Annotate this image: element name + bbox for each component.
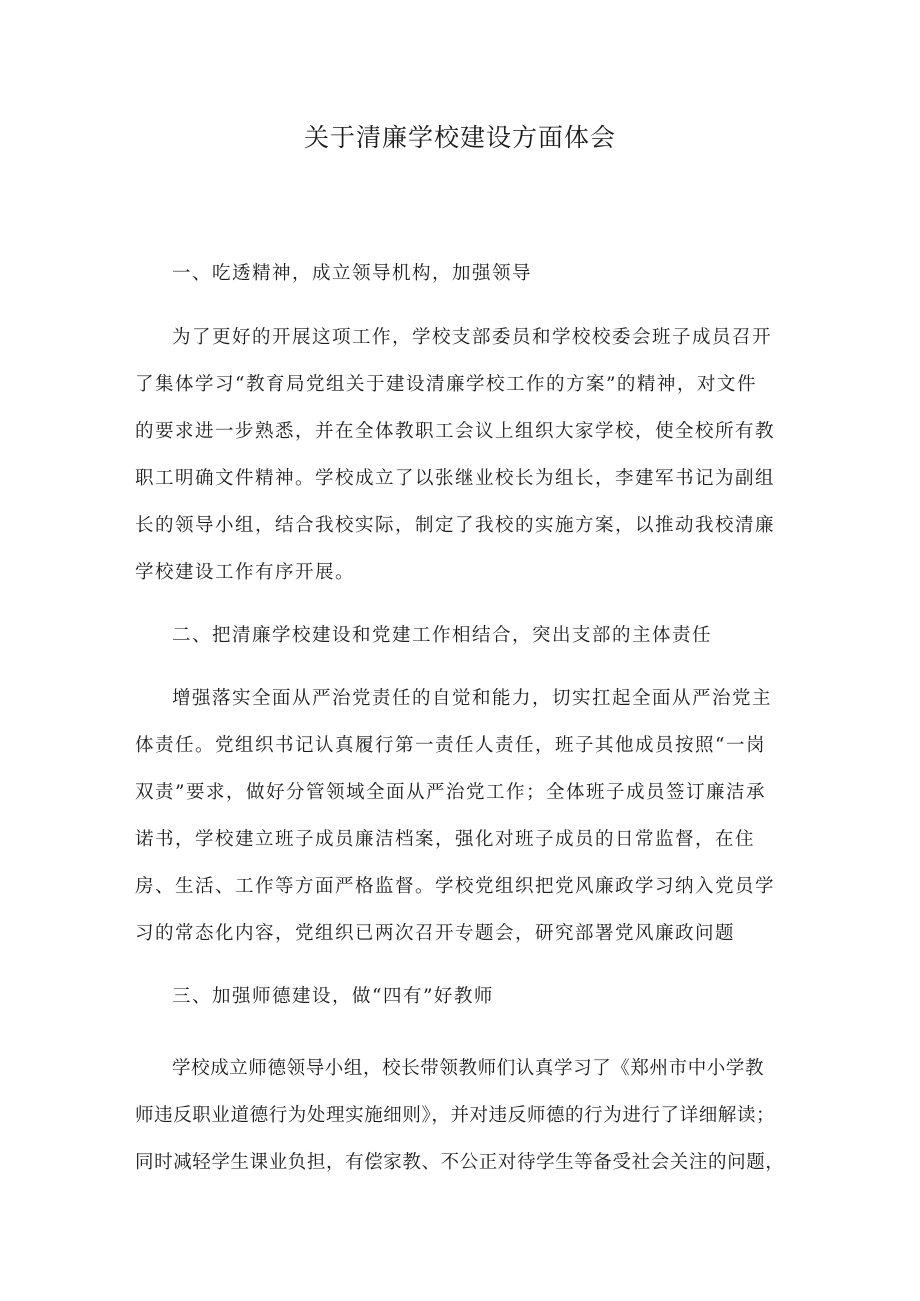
paragraph-3-line: 师违反职业道德行为处理实施细则》，并对违反师德的行为进行了详细解读； [135,1105,776,1126]
section-heading-3: 三、加强师德建设，做“四有”好教师 [172,986,494,1007]
paragraph-2-line: 双责”要求，做好分管领域全面从严治党工作；全体班子成员签订廉洁承 [135,782,766,803]
section-heading-2: 二、把清廉学校建设和党建工作相结合，突出支部的主体责任 [172,625,713,646]
section-heading-1: 一、吃透精神，成立领导机构，加强领导 [172,263,533,284]
paragraph-2-line: 诺书，学校建立班子成员廉洁档案，强化对班子成员的日常监督，在住 [135,829,756,850]
paragraph-3-line: 学校成立师德领导小组，校长带领教师们认真学习了《郑州市中小学教 [172,1058,765,1079]
paragraph-1-line: 学校建设工作有序开展。 [135,562,356,583]
paragraph-1-line: 为了更好的开展这项工作，学校支部委员和学校校委会班子成员召开 [172,327,773,348]
paragraph-1-line: 职工明确文件精神。学校成立了以张继业校长为组长，李建军书记为副组 [135,468,776,489]
paragraph-2-line: 房、生活、工作等方面严格监督。学校党组织把党风廉政学习纳入党员学 [135,876,776,897]
paragraph-2-line: 习的常态化内容，党组织已两次召开专题会，研究部署党风廉政问题 [135,923,736,944]
paragraph-2-line: 增强落实全面从严治党责任的自觉和能力，切实扛起全面从严治党主 [172,688,773,709]
paragraph-1-line: 长的领导小组，结合我校实际，制定了我校的实施方案，以推动我校清廉 [135,515,776,536]
paragraph-1-line: 的要求进一步熟悉，并在全体教职工会议上组织大家学校，使全校所有教 [135,421,776,442]
paragraph-3-line: 同时减轻学生课业负担，有偿家教、不公正对待学生等备受社会关注的问题， [135,1152,785,1173]
document-title: 关于清廉学校建设方面体会 [303,123,616,152]
paragraph-2-line: 体责任。党组织书记认真履行第一责任人责任，班子其他成员按照“一岗 [135,735,766,756]
paragraph-1-line: 了集体学习“教育局党组关于建设清廉学校工作的方案”的精神，对文件 [135,374,757,395]
